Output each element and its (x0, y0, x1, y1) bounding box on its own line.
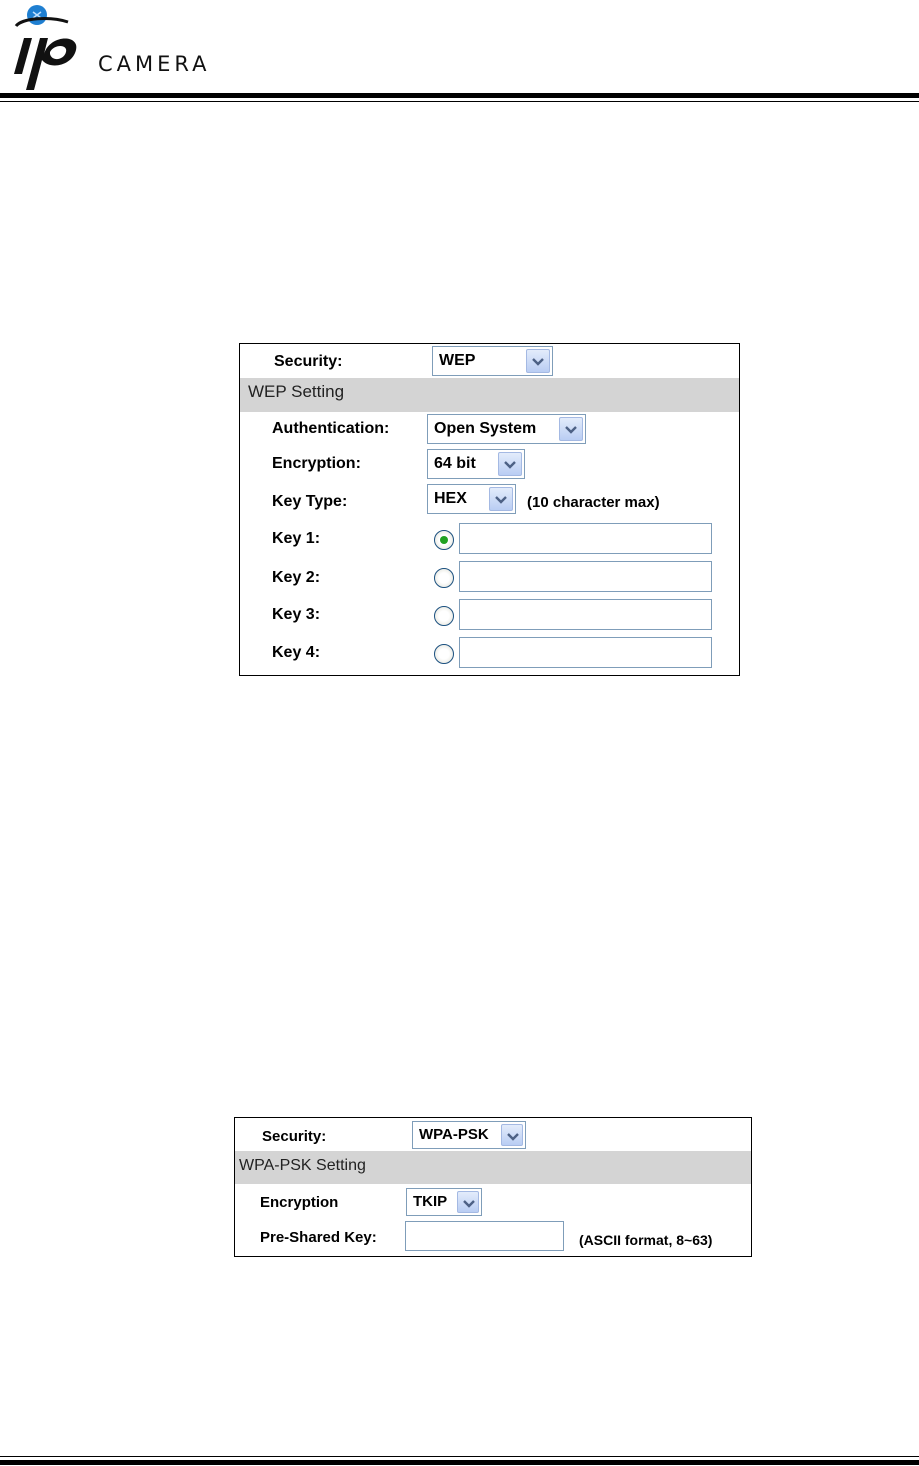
key-3-input[interactable] (459, 599, 712, 630)
key-1-radio[interactable] (434, 530, 454, 550)
encryption-select-value: 64 bit (434, 455, 476, 472)
key-1-label: Key 1: (272, 530, 321, 547)
security-select-value: WEP (439, 352, 476, 369)
key-3-radio[interactable] (434, 606, 454, 626)
wpa-psk-settings-panel (234, 1117, 752, 1257)
wep-settings-panel (239, 343, 740, 676)
key-1-input[interactable] (459, 523, 712, 554)
chevron-down-icon[interactable] (498, 452, 522, 476)
authentication-select[interactable] (427, 414, 586, 444)
section-title: WEP Setting (248, 382, 345, 401)
key-4-label: Key 4: (272, 644, 321, 661)
authentication-select-value: Open System (434, 420, 537, 437)
chevron-down-icon[interactable] (489, 487, 513, 511)
chevron-down-icon[interactable] (501, 1124, 523, 1146)
pre-shared-key-hint: (ASCII format, 8~63) (579, 1232, 713, 1248)
header-rule-thin (0, 101, 919, 102)
footer-rule-thick (0, 1460, 919, 1465)
security-label: Security: (274, 353, 343, 370)
security-select[interactable] (432, 346, 553, 376)
key-type-hint: (10 character max) (527, 494, 660, 511)
encryption-select[interactable] (406, 1188, 482, 1216)
key-2-label: Key 2: (272, 569, 321, 586)
footer-rule-thin (0, 1456, 919, 1457)
chevron-down-icon[interactable] (457, 1191, 479, 1213)
encryption-label: Encryption (260, 1194, 339, 1211)
security-select[interactable] (412, 1121, 526, 1149)
security-select-value: WPA-PSK (419, 1126, 489, 1143)
wep-section-header (240, 378, 739, 412)
key-type-select-value: HEX (434, 490, 467, 507)
chevron-down-icon[interactable] (559, 417, 583, 441)
encryption-label: Encryption: (272, 455, 361, 472)
pre-shared-key-input[interactable] (405, 1221, 564, 1251)
encryption-select[interactable] (427, 449, 525, 479)
authentication-label: Authentication: (272, 420, 390, 437)
encryption-select-value: TKIP (413, 1193, 448, 1210)
key-type-select[interactable] (427, 484, 516, 514)
pre-shared-key-label: Pre-Shared Key: (260, 1229, 377, 1246)
wpa-psk-section-header (235, 1151, 751, 1184)
key-4-radio[interactable] (434, 644, 454, 664)
radio-selected-dot (440, 536, 448, 544)
key-2-input[interactable] (459, 561, 712, 592)
logo-text: CAMERA (98, 52, 211, 76)
section-title: WPA-PSK Setting (239, 1157, 366, 1174)
key-type-label: Key Type: (272, 493, 348, 510)
ip-logo-mark-icon (10, 4, 100, 92)
header-rule-thick (0, 93, 919, 98)
ip-camera-logo (10, 4, 260, 92)
chevron-down-icon[interactable] (526, 349, 550, 373)
security-label: Security: (262, 1128, 327, 1145)
key-3-label: Key 3: (272, 606, 321, 623)
key-4-input[interactable] (459, 637, 712, 668)
key-2-radio[interactable] (434, 568, 454, 588)
